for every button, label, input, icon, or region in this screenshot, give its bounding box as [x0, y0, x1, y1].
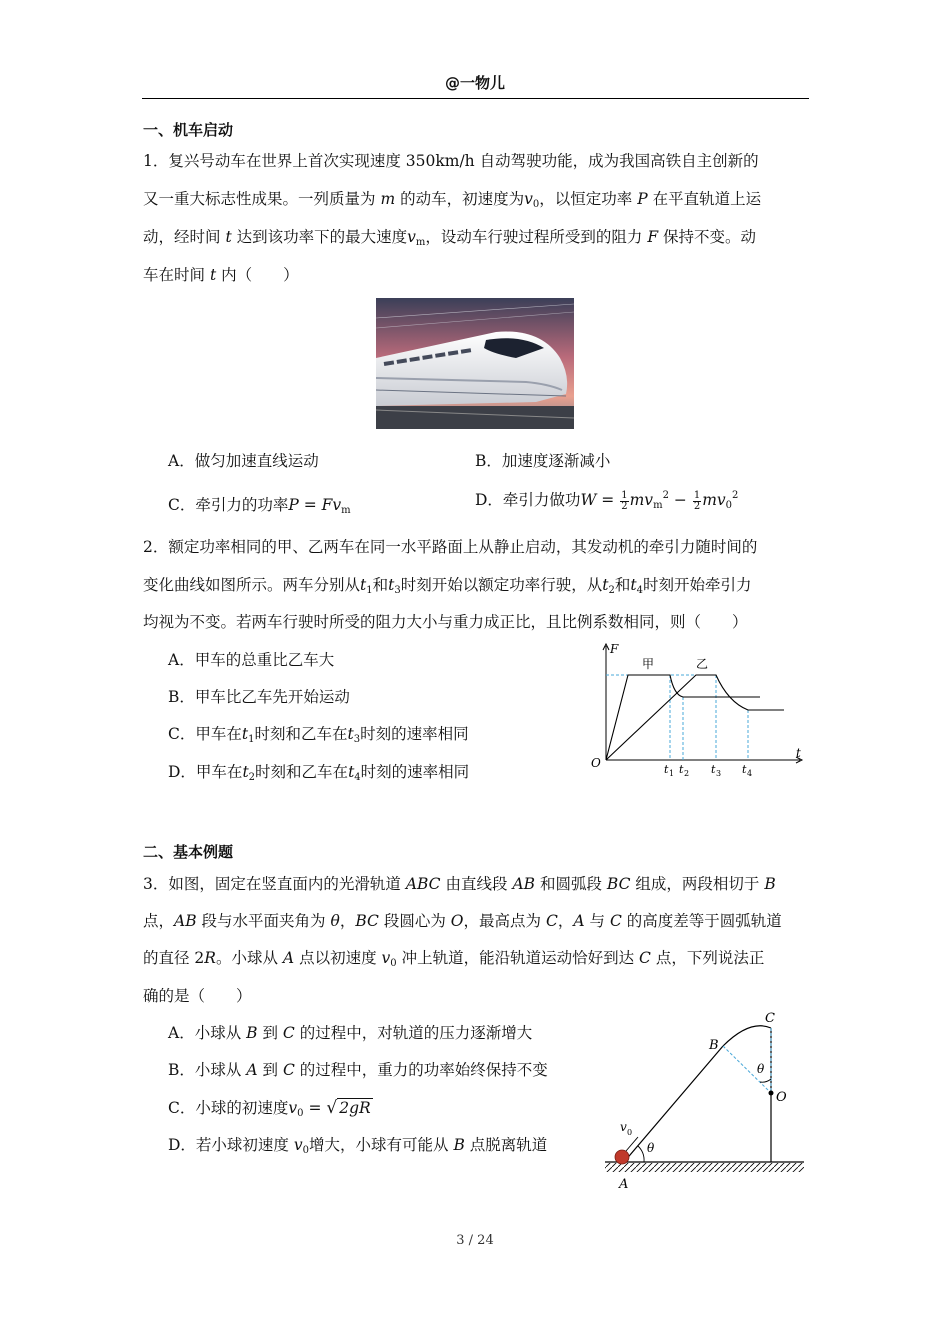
q1-option-c[interactable]: C．牵引力的功率$P = Fv_m$: [168, 496, 351, 516]
track-ab: [624, 1046, 723, 1162]
q3-line-3: 的直径 2R。小球从 A 点以初速度 $v_0$ 冲上轨道，能沿轨道运动恰好到达 C 点，下列说法正: [143, 949, 765, 969]
label-a: A: [619, 1177, 629, 1192]
q2-option-c[interactable]: C．甲车在$t_1$时刻和乙车在$t_3$时刻的速率相同: [168, 725, 469, 745]
q2-line-1: 2．额定功率相同的甲、乙两车在同一水平路面上从静止启动，其发动机的牵引力随时间的: [143, 538, 758, 556]
label-v0-sub: 0: [627, 1128, 633, 1137]
q2-option-b[interactable]: B．甲车比乙车先开始运动: [168, 688, 350, 706]
train-image: [376, 298, 574, 429]
label-c: C: [765, 1011, 775, 1026]
tick-t4-sub: 4: [747, 769, 753, 778]
q2-line-2: 变化曲线如图所示。两车分别从$t_1$和$t_3$时刻开始以额定功率行驶，从$t_2$和$t_4$时刻开始牵引力: [143, 576, 752, 596]
tick-t2: t: [679, 763, 684, 776]
label-v0: v: [620, 1120, 627, 1134]
label-theta-top: θ: [757, 1062, 765, 1076]
tick-t4: t: [742, 763, 747, 776]
section-title-1: 一、机车启动: [143, 121, 234, 139]
ball: [615, 1150, 629, 1164]
q1-line-3: 动，经时间 t 达到该功率下的最大速度$v_m$，设动车行驶过程所受到的阻力 F 保持不变。动: [143, 228, 757, 248]
ground-hatch: [605, 1163, 804, 1172]
q2-option-a[interactable]: A．甲车的总重比乙车大: [168, 651, 335, 669]
page-number: 3 / 24: [456, 1233, 494, 1248]
origin-label: O: [591, 756, 601, 770]
q1-option-b[interactable]: B．加速度逐渐减小: [475, 452, 611, 470]
section-title-2: 二、基本例题: [143, 843, 234, 861]
curve-yi: [606, 675, 784, 760]
q2-option-d[interactable]: D．甲车在$t_2$时刻和乙车在$t_4$时刻的速率相同: [168, 763, 470, 783]
q3-option-c[interactable]: C．小球的初速度$v_0$ = √ 2gR: [168, 1098, 371, 1119]
tick-t3: t: [711, 763, 716, 776]
q3-line-2: 点，AB 段与水平面夹角为 θ，BC 段圆心为 O，最高点为 C，A 与 C 的高度差等于圆弧轨道: [143, 912, 782, 930]
q2-line-3: 均视为不变。若两车行驶时所受的阻力大小与重力成正比，且比例系数相同，则（ ）: [143, 613, 748, 631]
y-axis-label: F: [610, 642, 619, 656]
label-theta-bottom: θ: [647, 1141, 655, 1155]
tick-t2-sub: 2: [684, 769, 690, 778]
center-o: [769, 1091, 774, 1096]
tick-t1: t: [664, 763, 669, 776]
label-b: B: [709, 1038, 719, 1053]
q1-line-4: 车在时间 t 内（ ）: [143, 266, 299, 284]
q3-track-figure: [600, 1005, 810, 1195]
curve-label-yi: 乙: [696, 657, 709, 671]
q1-option-d[interactable]: D．牵引力做功W = $\frac{1}{2}$ $mv_m^2$ − $\frac{1}{2}$ $mv_0^2$: [475, 489, 739, 512]
label-o: O: [776, 1090, 787, 1105]
q3-option-d[interactable]: D．若小球初速度 $v_0$增大，小球有可能从 B 点脱离轨道: [168, 1136, 548, 1156]
header-rule: [142, 98, 809, 99]
q3-option-a[interactable]: A．小球从 B 到 C 的过程中，对轨道的压力逐渐增大: [168, 1024, 533, 1042]
q3-option-b[interactable]: B．小球从 A 到 C 的过程中，重力的功率始终保持不变: [168, 1061, 548, 1079]
tick-t3-sub: 3: [716, 769, 722, 778]
q2-force-time-graph: [586, 640, 808, 780]
q3-line-1: 3．如图，固定在竖直面内的光滑轨道 ABC 由直线段 AB 和圆弧段 BC 组成，两段相切于 B: [143, 875, 776, 893]
curve-label-jia: 甲: [642, 657, 655, 671]
q1-line-1: 1．复兴号动车在世界上首次实现速度 350km/h 自动驾驶功能，成为我国高铁自主创新的: [143, 152, 759, 170]
q1-option-a[interactable]: A．做匀加速直线运动: [168, 452, 319, 470]
x-axis-label: t: [796, 746, 801, 760]
tick-t1-sub: 1: [669, 769, 675, 778]
track-bc: [723, 1026, 771, 1046]
q1-line-2: 又一重大标志性成果。一列质量为 m 的动车，初速度为$v_0$，以恒定功率 P 在平直轨道上运: [143, 190, 762, 210]
page-header: @一物儿: [444, 74, 505, 92]
q3-line-4: 确的是（ ）: [143, 987, 252, 1005]
